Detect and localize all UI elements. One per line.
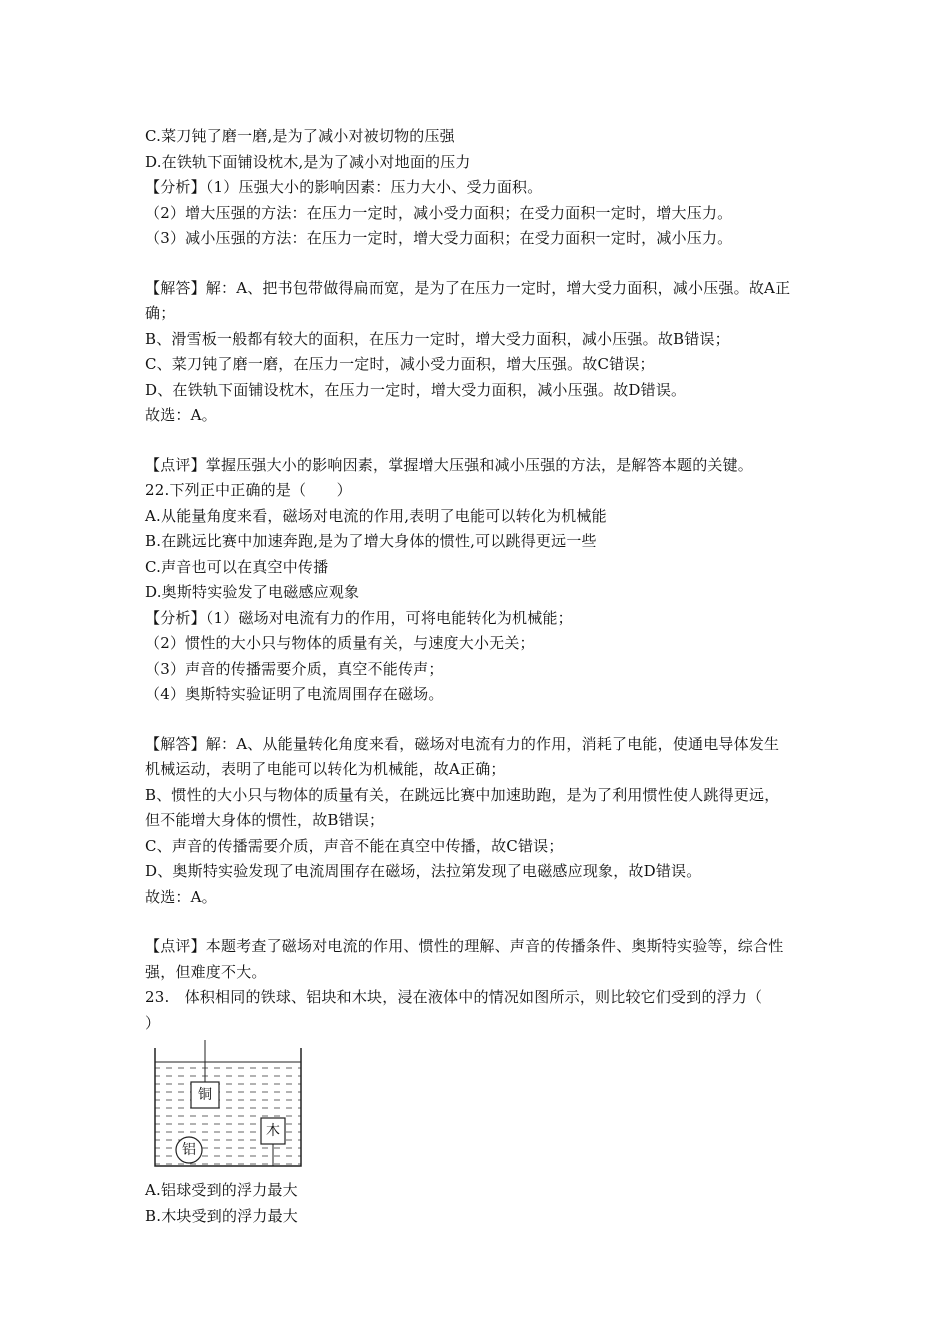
question-22: 22.下列正中正确的是（ ） [145, 481, 352, 499]
analysis-point-2-q21: （2）增大压强的方法：在压力一定时，减小受力面积；在受力面积一定时，增大压力。 [145, 203, 733, 222]
comment-q22: 【点评】本题考查了磁场对电流的作用、惯性的理解、声音的传播条件、奥斯特实验等，综合性 [145, 937, 784, 955]
choice-q21: 故选：A。 [145, 406, 217, 424]
option-c-q22: C.声音也可以在真空中传播 [145, 557, 329, 576]
option-a-q22: A.从能量角度来看，磁场对电流的作用,表明了电能可以转化为机械能 [145, 506, 607, 525]
answer-a-q22: 【解答】解：A、从能量转化角度来看，磁场对电流有力的作用，消耗了电能，使通电导体发生 [145, 734, 780, 753]
answer-d-q21: D、在铁轨下面铺设枕木，在压力一定时，增大受力面积，减小压强。故D错误。 [145, 380, 687, 399]
document-page [145, 124, 825, 1229]
wood-label: 木 [266, 1123, 280, 1139]
buoyancy-figure [153, 1040, 313, 1170]
option-c-q21: C.菜刀钝了磨一磨,是为了减小对被切物的压强 [145, 127, 455, 145]
analysis-point-3-q22: （3）声音的传播需要介质，真空不能传声； [145, 659, 444, 678]
liquid-container-diagram [153, 1040, 313, 1170]
answer-d-q22: D、奥斯特实验发现了电流周围存在磁场，法拉第发现了电磁感应现象，故D错误。 [145, 862, 702, 880]
question-23: 23. 体积相同的铁球、铝块和木块，浸在液体中的情况如图所示，则比较它们受到的浮力（ [145, 988, 763, 1006]
answer-b-q22: B、惯性的大小只与物体的质量有关，在跳远比赛中加速助跑，是为了利用惯性使人跳得更远， [145, 785, 780, 804]
option-d-q22: D.奥斯特实验发了电磁感应观象 [145, 583, 360, 601]
answer-b-q21: B、滑雪板一般都有较大的面积，在压力一定时，增大受力面积，减小压强。故B错误； [145, 329, 730, 348]
aluminum-label: 铝 [182, 1142, 196, 1158]
option-d-q21: D.在铁轨下面铺设枕木,是为了减小对地面的压力 [145, 152, 471, 171]
answer-a-q21: 【解答】解：A、把书包带做得扁而宽，是为了在压力一定时，增大受力面积，减小压强。故A正 [145, 278, 791, 297]
answer-c-q22: C、声音的传播需要介质，声音不能在真空中传播，故C错误； [145, 836, 564, 855]
copper-label: 铜 [198, 1087, 212, 1103]
analysis-heading-q21: 【分析】（1）压强大小的影响因素：压力大小、受力面积。 [145, 178, 543, 196]
option-a-q23: A.铝球受到的浮力最大 [145, 1181, 298, 1199]
comment-cont-q22: 强，但难度不大。 [145, 962, 267, 981]
choice-q22: 故选：A。 [145, 887, 217, 906]
comment-q21: 【点评】掌握压强大小的影响因素，掌握增大压强和减小压强的方法，是解答本题的关键。 [145, 455, 754, 474]
analysis-point-2-q22: （2）惯性的大小只与物体的质量有关，与速度大小无关； [145, 634, 535, 652]
option-b-q23: B.木块受到的浮力最大 [145, 1206, 298, 1225]
question-23-cont: ） [145, 1013, 161, 1032]
answer-a-cont-q22: 机械运动，表明了电能可以转化为机械能，故A正确； [145, 760, 506, 778]
analysis-point-1-q22: 【分析】（1）磁场对电流有力的作用，可将电能转化为机械能； [145, 608, 573, 627]
option-b-q22: B.在跳远比赛中加速奔跑,是为了增大身体的惯性,可以跳得更远一些 [145, 532, 597, 550]
analysis-point-3-q21: （3）减小压强的方法：在压力一定时，增大受力面积；在受力面积一定时，减小压力。 [145, 229, 733, 247]
answer-a-cont-q21: 确； [145, 304, 176, 322]
answer-c-q21: C、菜刀钝了磨一磨，在压力一定时，减小受力面积，增大压强。故C错误； [145, 355, 655, 373]
answer-b-cont-q22: 但不能增大身体的惯性，故B错误； [145, 811, 385, 829]
analysis-point-4-q22: （4）奥斯特实验证明了电流周围存在磁场。 [145, 685, 444, 703]
